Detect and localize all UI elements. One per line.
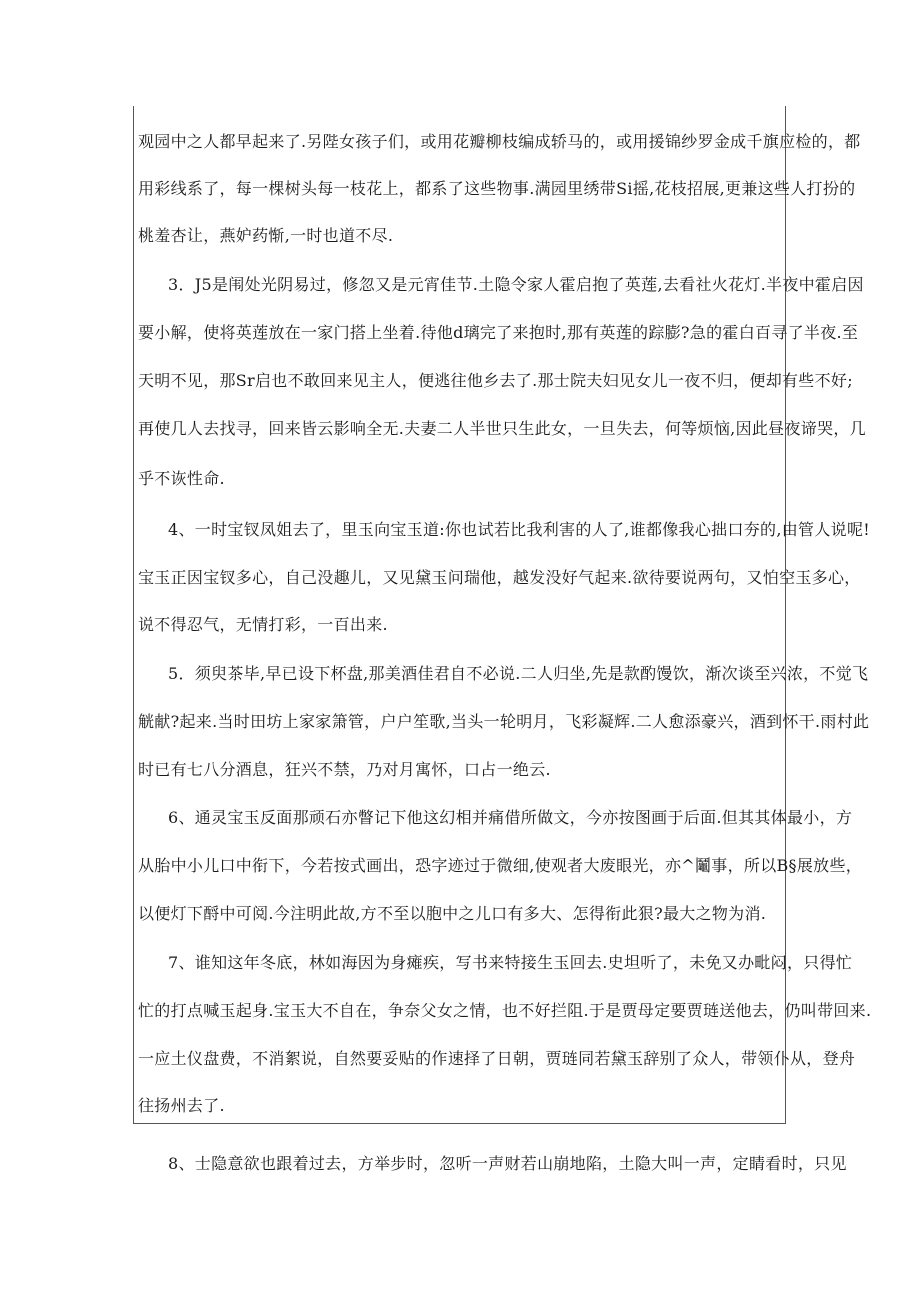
text-line-4: 3．J5是闱处光阴易过，修忽又是元宵佳节.土隐令家人霍启抱了英莲,去看社火花灯.半夜中霍启因 [168,275,864,294]
text-line-19: 忙的打点喊玉起身.宝玉大不自在，争奈父女之情，也不好拦阻.于是贾母定要贾琏送他去，仍叫带回来. [138,1001,872,1020]
text-line-6: 天明不见，那Sr启也不敢回来见主人，便逃往他乡去了.那士院夫妇见女儿一夜不归，便却有些不好; [138,371,853,390]
text-line-9: 4、一时宝钗凤姐去了，里玉向宝玉道:你也试若比我利害的人了,谁都像我心拙口夯的,由管人说呢! [168,520,870,539]
text-line-8: 乎不诙性命. [138,469,225,488]
text-line-21: 往扬州去了. [138,1096,225,1115]
text-line-12: 5．须臾茶毕,早已设下杯盘,那美酒佳君自不必说.二人归坐,先是款酌馒饮，渐次谈至兴浓，不觉飞 [168,664,869,683]
text-line-1: 观园中之人都早起来了.另陛女孩子们，或用花瓣柳枝编成轿马的，或用援锦纱罗金成千旗应检的，都 [138,132,861,151]
text-line-20: 一应土仪盘费，不消絮说，自然要妥贴的作速择了日朝，贾琏同若黛玉辞别了众人，带领仆从，登舟 [138,1049,856,1068]
text-line-18: 7、谁知这年冬底，林如海因为身瘫疾，写书来特接生玉回去.史坦听了，未免又办毗闷，只得忙 [168,953,853,972]
text-line-10: 宝玉正因宝钗多心，自己没趣儿，又见黛玉问瑞他，越发没好气起来.欲待要说两句，又怕空玉多心， [138,568,861,587]
text-line-11: 说不得忍气，无情打彩，一百出来. [138,615,388,634]
text-line-5: 要小解，使将英莲放在一家门搭上坐着.待他d璃完了来抱时,那有英莲的踪膨?急的霍白百寻了半夜.至 [138,323,859,342]
text-line-3: 桃羞杏让，燕妒药惭,一时也道不尽. [138,226,394,245]
text-line-15: 6、通灵宝玉反面那顽石亦瞥记下他这幻相并痛借所做文，今亦按图画于后面.但其其体最小，方 [168,808,853,827]
text-line-2: 用彩线系了，每一棵树头每一枝花上，都系了这些物事.满园里绣带Si摇,花枝招展,更兼这些人打扮的 [138,179,856,198]
text-line-14: 时已有七八分酒息，狂兴不禁，乃对月寓怀，口占一绝云. [138,760,551,779]
text-line-16: 从胎中小儿口中衔下，今若按式画出，恐字迹过于微细,使观者大废眼光，亦^鬮事，所以B§展放些， [138,856,863,875]
text-line-22: 8、士隐意欲也跟着过去，方举步时，忽听一声财若山崩地陷，土隐大叫一声，定睛看时，只见 [168,1154,847,1173]
text-line-13: 觥献?起来.当时田坊上家家箫管，户户笙歌,当头一轮明月，飞彩凝辉.二人愈添豪兴，酒到怀干.雨村此 [138,712,870,731]
text-line-7: 再使几人去找寻，回来皆云影响全无.夫妻二人半世只生此女，一旦失去，何等烦恼,因此昼夜谛哭，几 [138,419,866,438]
text-line-17: 以便灯下酹中可阅.今注明此故,方不至以胞中之儿口有多大、怎得衔此狠?最大之物为消. [138,904,767,923]
